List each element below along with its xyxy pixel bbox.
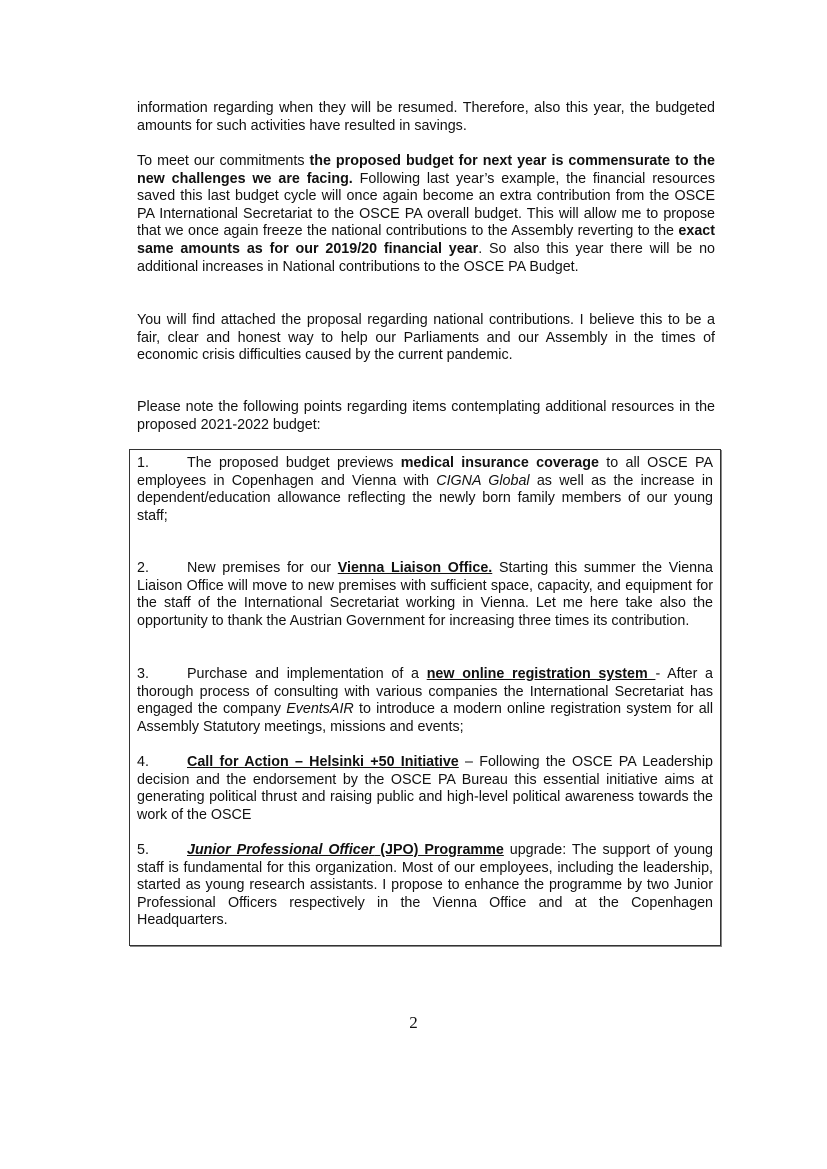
- point-item-2: 2. New premises for our Vienna Liaison Office. Starting this summer the Vienna Liaison Office will move to new premises with sufficient space, capacity, and equipment for the staff of the International Secretariat working in Vienna. Let me here take also the opportunity to thank the Austrian Government for increasing three times its contribution.: [137, 560, 713, 629]
- paragraph-points-intro: Please note the following points regarding items contemplating additional resources in the proposed 2021-2022 budget:: [137, 399, 715, 433]
- paragraph-budget-commitments: To meet our commitments the proposed budget for next year is commensurate to the new challenges we are facing. Following last year’s example, the financial resources saved this last budget cycle will once again become an extra contribution from the OSCE PA International Secretariat to the OSCE PA overall budget. This will allow me to propose that we once again freeze the national contributions to the Assembly reverting to the exact same amounts as for our 2019/20 financial year. So also this year there will be no additional increases in National contributions to the OSCE PA Budget.: [137, 153, 715, 275]
- paragraph-resumption: information regarding when they will be resumed. Therefore, also this year, the budgeted amounts for such activities have resulted in savings.: [137, 100, 715, 134]
- page-number: 2: [409, 1013, 418, 1032]
- point-item-4: 4. Call for Action – Helsinki +50 Initiative – Following the OSCE PA Leadership decision and the endorsement by the OSCE PA Bureau this essential initiative aims at generating political thrust and raising public and high-level political awareness towards the work of the OSCE: [137, 754, 713, 823]
- point-item-1: 1. The proposed budget previews medical insurance coverage to all OSCE PA employees in Copenhagen and Vienna with CIGNA Global as well as the increase in dependent/education allowance reflecting the newly born family members of our young staff;: [137, 455, 714, 524]
- paragraph-national-contributions: You will find attached the proposal regarding national contributions. I believe this to be a fair, clear and honest way to help our Parliaments and our Assembly in the times of economic crisis difficulties caused by the current pandemic.: [137, 312, 715, 364]
- point-item-5: 5. Junior Professional Officer (JPO) Programme upgrade: The support of young staff is fundamental for this organization. Most of our employees, including the leadership, started as young research assistants. I propose to enhance the programme by two Junior Professional Officers respectively in the Vienna Office and at the Copenhagen Headquarters.: [137, 842, 714, 929]
- point-item-3: 3. Purchase and implementation of a new online registration system - After a thorough process of consulting with various companies the International Secretariat has engaged the company EventsAIR to introduce a modern online registration system for all Assembly Statutory meetings, missions and events;: [137, 666, 714, 735]
